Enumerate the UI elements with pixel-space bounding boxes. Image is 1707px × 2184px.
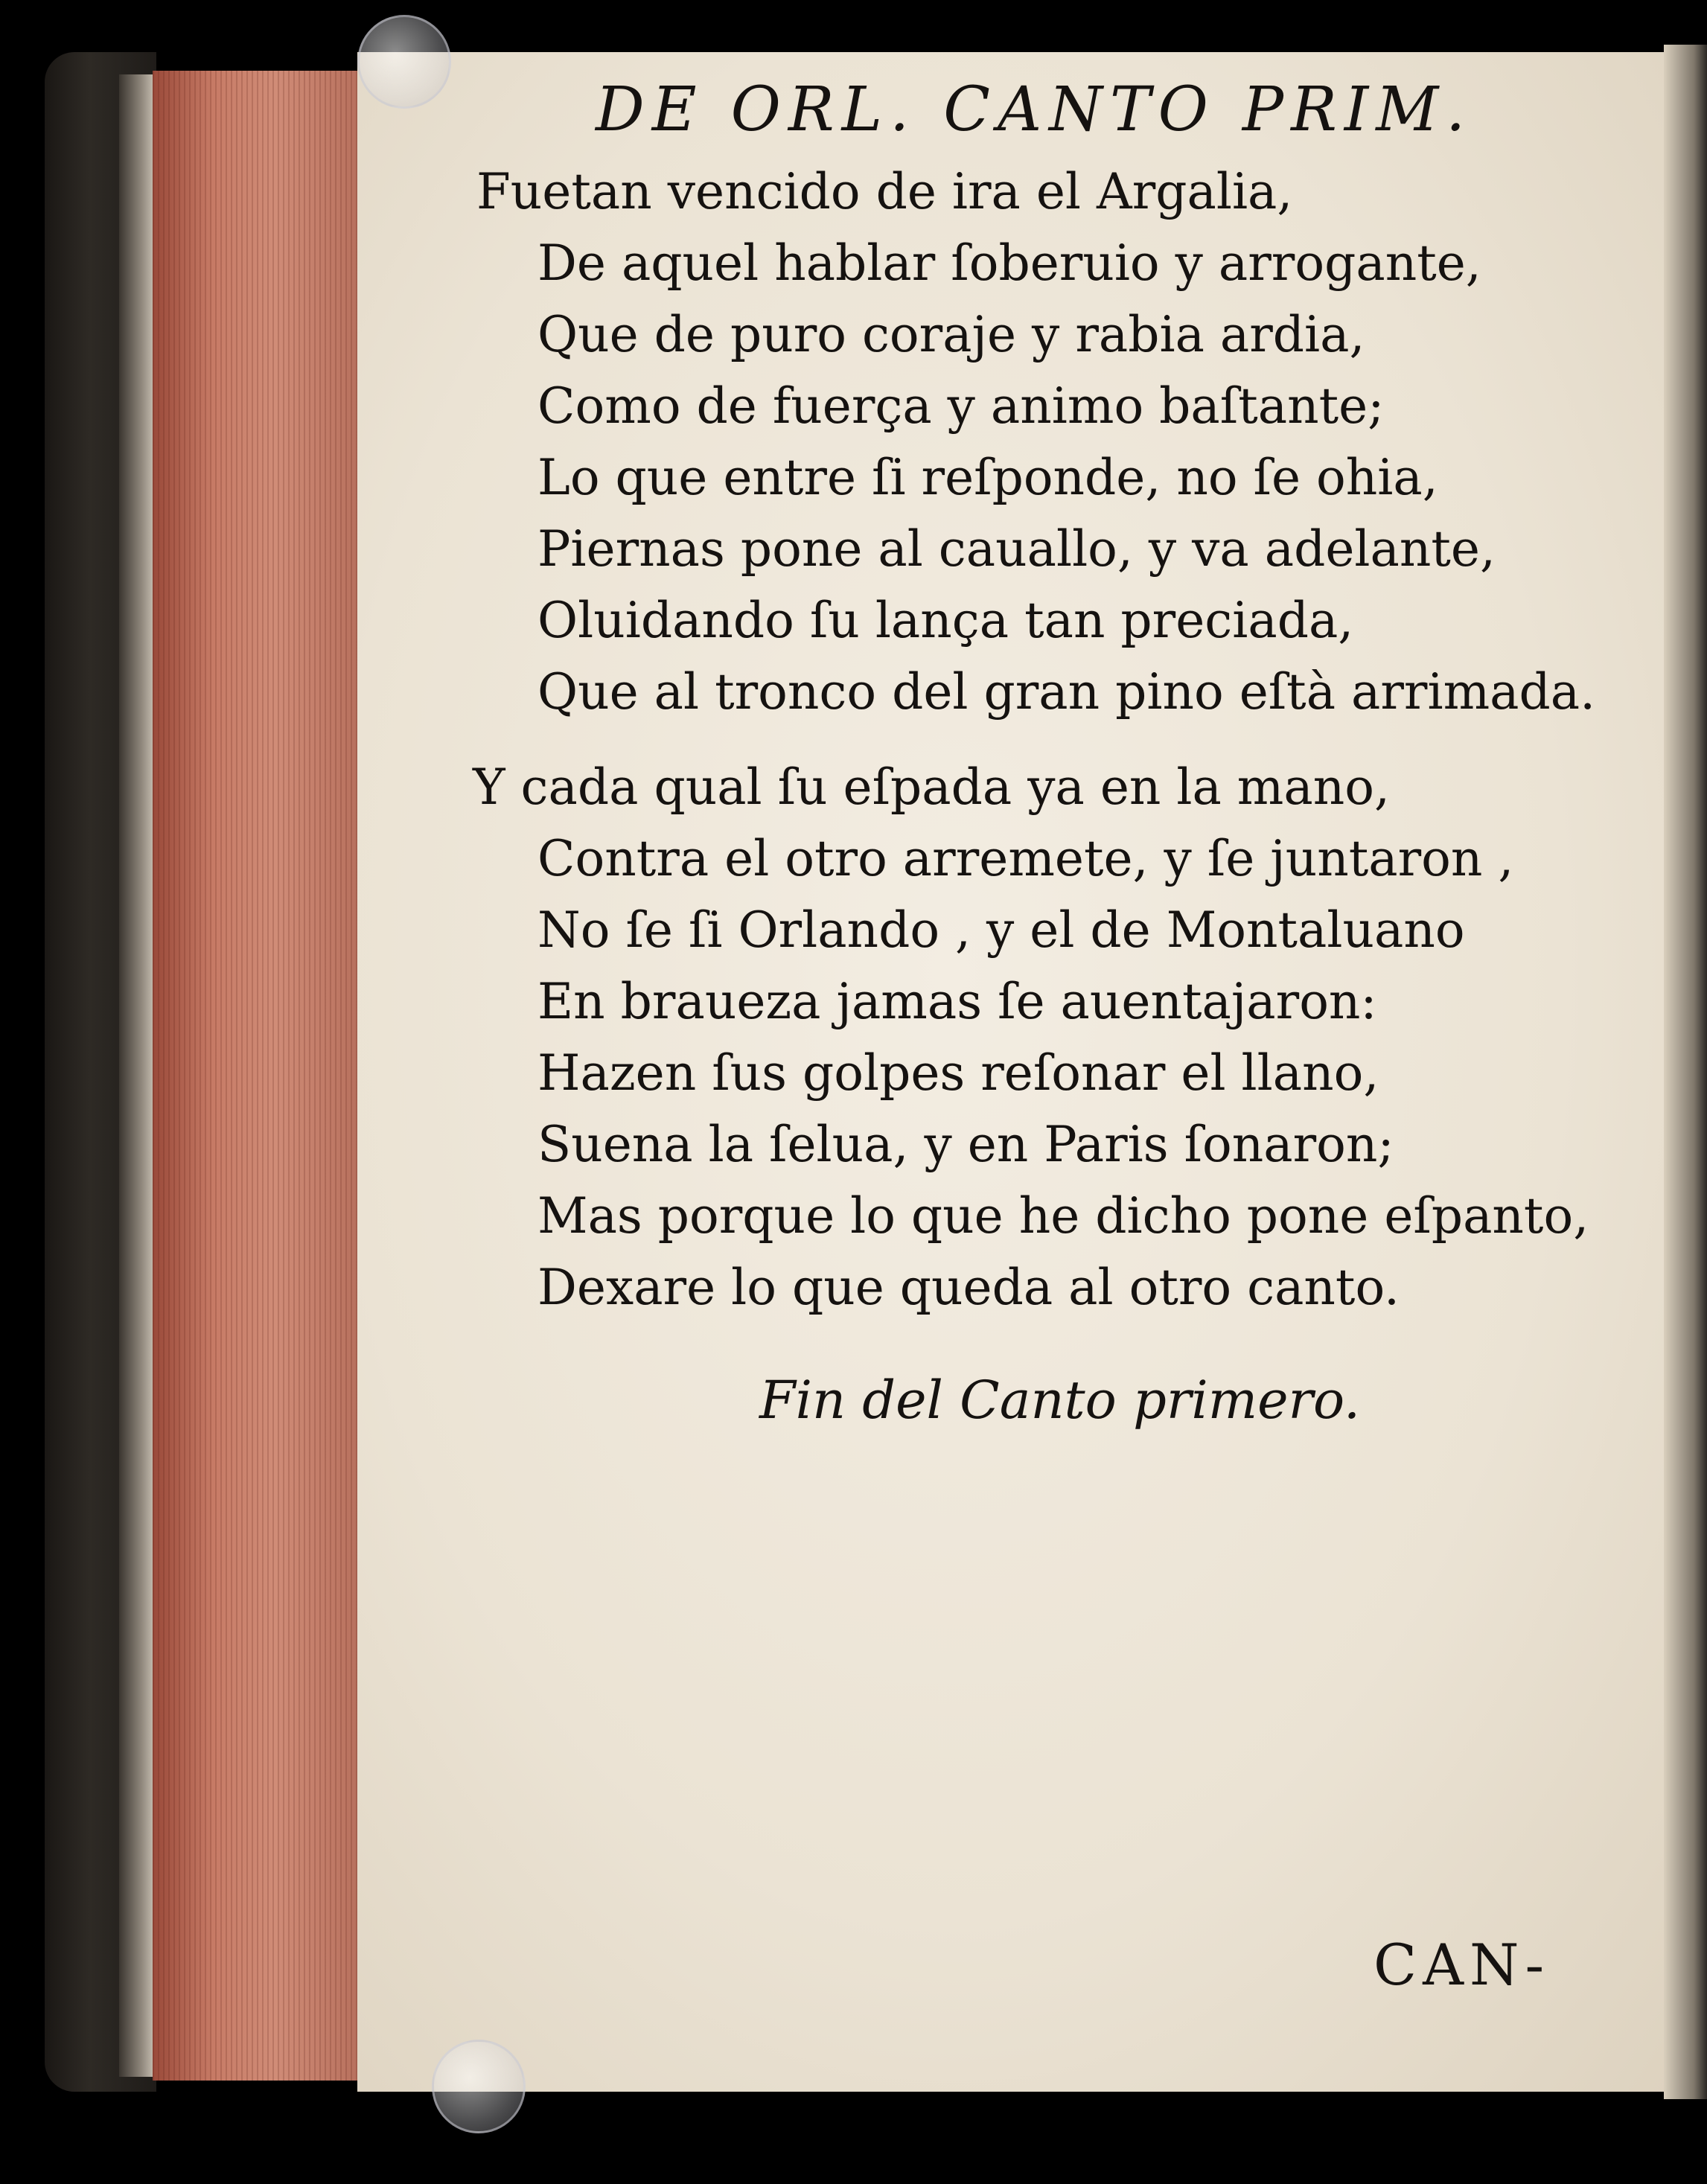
verse-line: Mas porque lo que he dicho pone eſpanto, [537, 1187, 1589, 1245]
verse-line: Piernas pone al cauallo, y va adelante, [537, 520, 1496, 578]
stanza-2 [473, 752, 1589, 1324]
page-clip-top [357, 15, 451, 109]
running-header: DE ORL. CANTO PRIM. [596, 74, 1473, 145]
canto-end-title: Fin del Canto primero. [759, 1370, 1361, 1431]
verse-line: Oluidando ſu lança tan preciada, [537, 592, 1354, 649]
verse-line: No ſe ſi Orlando , y el de Montaluano [537, 901, 1465, 959]
book-spine-shadow [119, 74, 156, 2077]
verse-line: Que de puro coraje y rabia ardia, [537, 306, 1365, 363]
verse-line: Que al tronco del gran pino eſtà arrimada. [537, 663, 1596, 721]
verse-line: Lo que entre ſi reſponde, no ſe ohia, [537, 449, 1438, 506]
verse-line: Contra el otro arremete, y ſe juntaron , [537, 830, 1514, 887]
catchword: CAN- [1373, 1932, 1551, 1998]
verse-line: Hazen ſus golpes reſonar el llano, [537, 1044, 1379, 1102]
page-edges-red [153, 71, 357, 2081]
stanza-1 [476, 156, 1595, 728]
verse-line: Dexare lo que queda al otro canto. [537, 1259, 1400, 1316]
verse-line: De aquel hablar ſoberuio y arrogante, [537, 234, 1481, 292]
page-clip-bottom [432, 2040, 526, 2133]
verse-line: Fuetan vencido de ira el Argalia, [476, 163, 1293, 220]
verse-line: Suena la ſelua, y en Paris ſonaron; [537, 1116, 1394, 1173]
verse-line: Como de fuerça y animo baſtante; [537, 377, 1385, 435]
verse-line: Y cada qual ſu eſpada ya en la mano, [473, 759, 1390, 816]
verse-line: En braueza jamas ſe auentajaron: [537, 973, 1377, 1030]
page-right-edge [1664, 45, 1707, 2099]
